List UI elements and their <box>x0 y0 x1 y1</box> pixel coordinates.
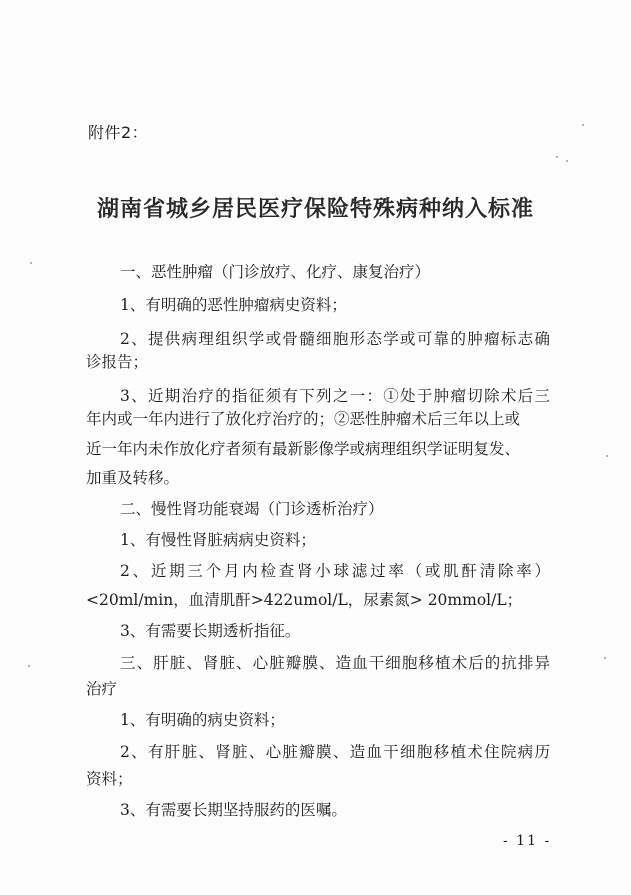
section-3-item-1: 1、有明确的病史资料； <box>120 711 285 729</box>
section-1-heading: 一、恶性肿瘤（门诊放疗、化疗、康复治疗） <box>120 263 431 281</box>
section-3-heading-line-2: 治疗 <box>86 680 118 698</box>
document-title: 湖南省城乡居民医疗保险特殊病种纳入标准 <box>96 196 534 222</box>
page-number: - 11 - <box>503 833 552 849</box>
section-1-item-3-line-3: 近一年内未作放化疗者须有最新影像学或病理组织学证明复发、 <box>86 440 521 458</box>
section-1-item-3-line-2: 年内或一年内进行了放化疗治疗的；②恶性肿瘤术后三年以上或 <box>86 410 521 428</box>
section-3-item-2-line-1: 2、有肝脏、肾脏、心脏瓣膜、造血干细胞移植术住院病历 <box>120 743 550 761</box>
section-2-heading: 二、慢性肾功能衰竭（门诊透析治疗） <box>120 500 384 518</box>
scan-speck <box>604 657 606 659</box>
section-2-item-2-line-1: 2、近期三个月内检查肾小球滤过率（或肌酐清除率） <box>120 562 550 580</box>
scan-speck <box>606 455 608 457</box>
scan-speck <box>30 262 32 264</box>
section-2-item-2-line-2: <20ml/min，血清肌酐>422umol/L，尿素氮> 20mmol/L； <box>86 591 523 609</box>
section-3-item-3: 3、有需要长期坚持服药的医嘱。 <box>120 801 347 819</box>
scan-speck <box>566 160 568 162</box>
section-3-heading-line-1: 三、肝脏、肾脏、心脏瓣膜、造血干细胞移植术后的抗排异 <box>120 654 550 672</box>
section-2-item-1: 1、有慢性肾脏病病史资料； <box>120 531 316 549</box>
scan-speck <box>556 156 558 158</box>
section-1-item-3-line-4: 加重及转移。 <box>86 469 180 487</box>
attachment-label: 附件2： <box>88 123 149 142</box>
section-1-item-2-line-1: 2、提供病理组织学或骨髓细胞形态学或可靠的肿瘤标志确 <box>120 330 550 348</box>
section-1-item-2-line-2: 诊报告； <box>86 353 149 371</box>
section-3-item-2-line-2: 资料； <box>86 770 133 788</box>
section-2-item-3: 3、有需要长期透析指征。 <box>120 622 301 640</box>
scan-speck <box>582 124 584 126</box>
section-1-item-3-line-1: 3、近期治疗的指征须有下列之一：①处于肿瘤切除术后三 <box>120 387 550 405</box>
section-1-item-1: 1、有明确的恶性肿瘤病史资料； <box>120 296 347 314</box>
scan-speck <box>28 665 30 667</box>
